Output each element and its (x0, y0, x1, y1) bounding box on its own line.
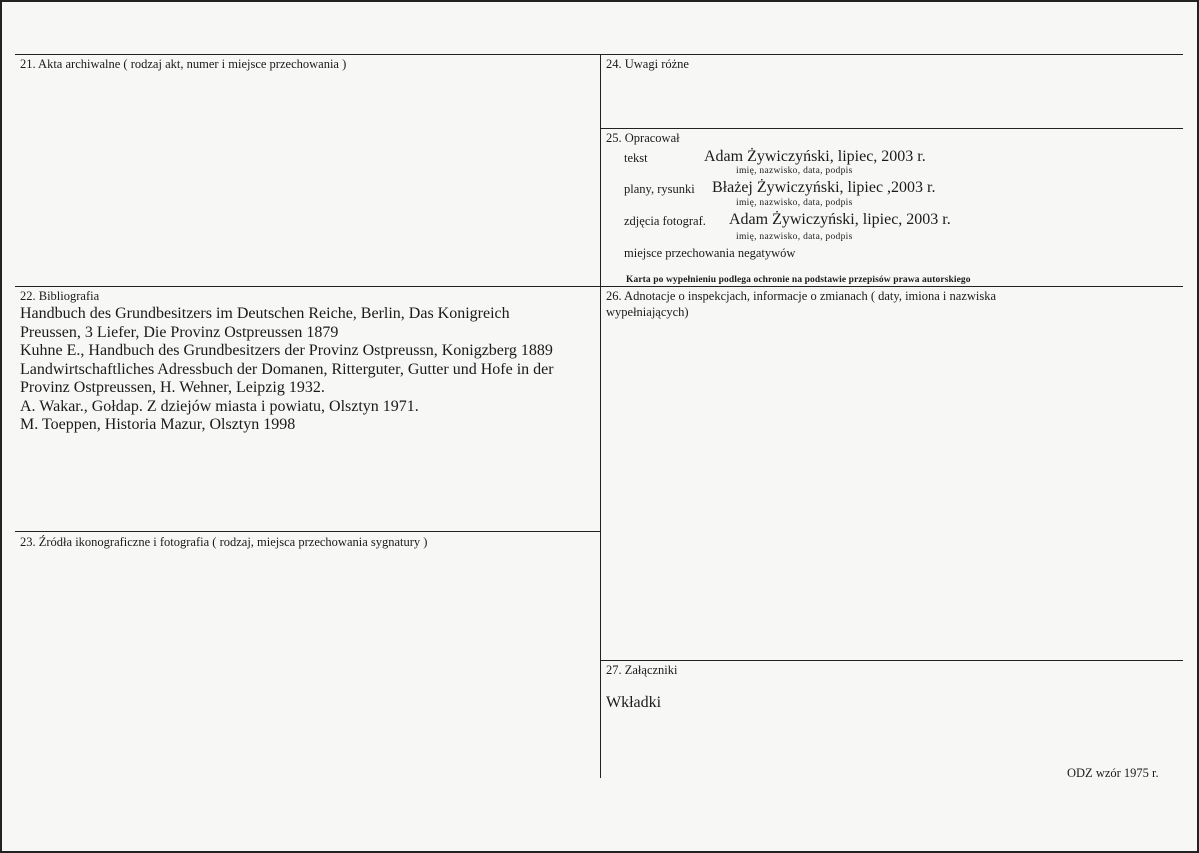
rule-21-22 (15, 286, 1183, 287)
section-21-label: 21. Akta archiwalne ( rodzaj akt, numer i miejsce przechowania ) (20, 57, 347, 71)
section-23-label: 23. Źródła ikonograficzne i fotografia ( rodzaj, miejsca przechowania sygnatury ) (20, 535, 428, 549)
zdjecia-value: Adam Żywiczyński, lipiec, 2003 r. (729, 211, 951, 228)
bibliography-line: Kuhne E., Handbuch des Grundbesitzers der Provinz Ostpreussn, Konigzberg 1889 (20, 342, 553, 359)
section-22-label: 22. Bibliografia (20, 289, 100, 303)
plany-value: Błażej Żywiczyński, lipiec ,2003 r. (712, 179, 936, 196)
form-id: ODZ wzór 1975 r. (1067, 766, 1159, 780)
column-divider (600, 54, 601, 778)
bibliography-line: Provinz Ostpreussen, H. Wehner, Leipzig 1932. (20, 379, 325, 396)
signature-caption: imię, nazwisko, data, podpis (736, 198, 853, 208)
rule-22-23 (15, 531, 600, 532)
section-26-label: 26. Adnotacje o inspekcjach, informacje o zmianach ( daty, imiona i nazwiska (606, 289, 997, 303)
signature-caption: imię, nazwisko, data, podpis (736, 166, 853, 176)
bibliography-line: Preussen, 3 Liefer, Die Provinz Ostpreussen 1879 (20, 323, 339, 341)
plany-label: plany, rysunki (624, 182, 695, 196)
rule-24-25 (600, 128, 1183, 129)
bibliography-line: M. Toeppen, Historia Mazur, Olsztyn 1998 (20, 416, 296, 433)
bibliography-line: A. Wakar., Gołdap. Z dziejów miasta i powiatu, Olsztyn 1971. (20, 397, 419, 415)
section-25-label: 25. Opracował (606, 131, 680, 145)
copyright-note: Karta po wypełnieniu podlega ochronie na podstawie przepisów prawa autorskiego (626, 275, 971, 285)
bibliography-list (20, 305, 554, 435)
rule-26-27 (600, 660, 1183, 661)
tekst-value: Adam Żywiczyński, lipiec, 2003 r. (704, 148, 926, 165)
zdjecia-label: zdjęcia fotograf. (624, 214, 706, 228)
top-rule (15, 54, 1183, 55)
section-26-label-cont: wypełniających) (606, 305, 689, 319)
bibliography-line: Handbuch des Grundbesitzers im Deutschen Reiche, Berlin, Das Konigreich (20, 305, 510, 322)
tekst-label: tekst (624, 151, 648, 165)
section-27-label: 27. Załączniki (606, 663, 678, 677)
negatives-label: miejsce przechowania negatywów (624, 246, 796, 260)
section-24-label: 24. Uwagi różne (606, 57, 689, 71)
bibliography-line: Landwirtschaftliches Adressbuch der Domanen, Ritterguter, Gutter und Hofe in der (20, 360, 554, 378)
attachments-value: Wkładki (606, 694, 662, 711)
signature-caption: imię, nazwisko, data, podpis (736, 232, 853, 242)
